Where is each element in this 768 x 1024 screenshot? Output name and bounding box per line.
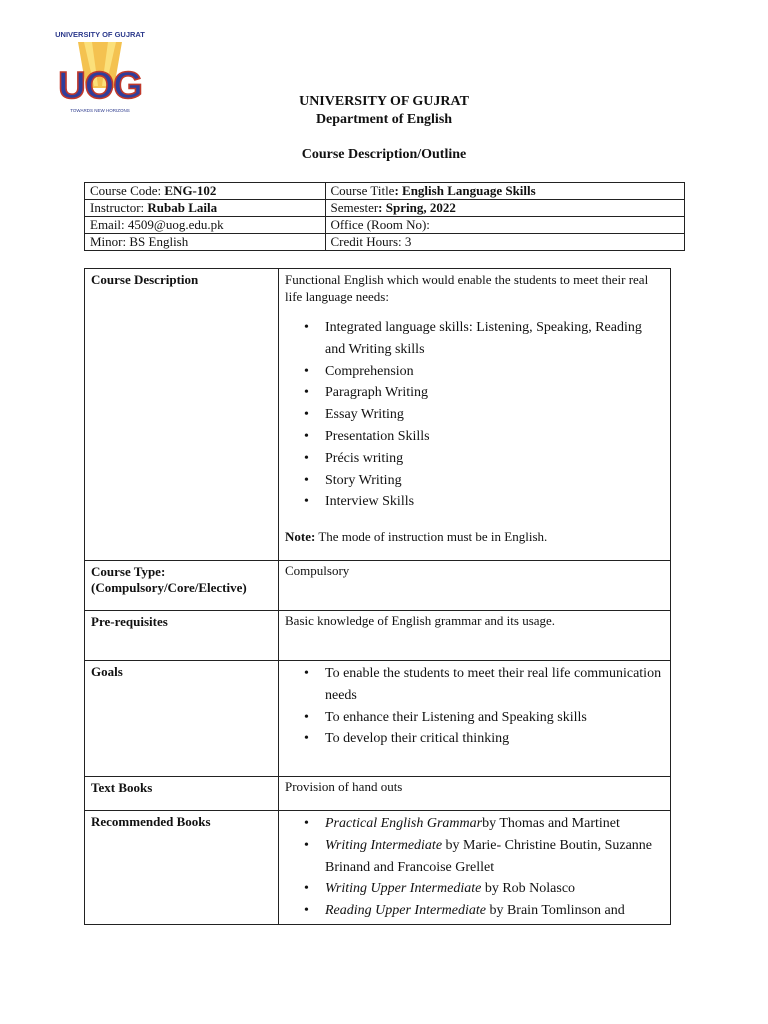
- recommended-books-row: [85, 811, 671, 925]
- list-item: • Integrated language skills: Listening, Speaking, Reading and Writing skills: [325, 317, 664, 361]
- course-title-cell: Course Title: English Language Skills: [325, 183, 684, 200]
- description-row: [85, 269, 671, 561]
- list-item: • Précis writing: [325, 448, 664, 470]
- goals-label: Goals: [85, 661, 279, 777]
- list-item: • To enable the students to meet their real life communication needs: [325, 663, 664, 707]
- goals-cell: [279, 661, 671, 777]
- goals-list: [285, 663, 664, 750]
- instruction-note: Note: The mode of instruction must be in English.: [285, 529, 548, 545]
- svg-text:UNIVERSITY OF GUJRAT: UNIVERSITY OF GUJRAT: [55, 30, 145, 39]
- list-item: • Interview Skills: [325, 491, 664, 513]
- description-intro: Functional English which would enable the students to meet their real life language needs:: [285, 272, 649, 304]
- text-books-label: Text Books: [85, 777, 279, 811]
- recommended-books-label: Recommended Books: [85, 811, 279, 925]
- credit-hours-cell: Credit Hours: 3: [325, 234, 684, 251]
- text-books-value: Provision of hand outs: [279, 777, 671, 811]
- course-type-label: Course Type: (Compulsory/Core/Elective): [85, 561, 279, 611]
- course-code-cell: Course Code: ENG-102: [85, 183, 326, 200]
- list-item: • To enhance their Listening and Speaking skills: [325, 707, 664, 729]
- svg-text:TOWARDS NEW HORIZONS: TOWARDS NEW HORIZONS: [70, 108, 130, 113]
- department-name: Department of English: [315, 112, 453, 127]
- goals-row: [85, 661, 671, 777]
- minor-cell: Minor: BS English: [85, 234, 326, 251]
- semester-cell: Semester: Spring, 2022: [325, 200, 684, 217]
- prerequisites-value: Basic knowledge of English grammar and its usage.: [279, 611, 671, 661]
- instructor-cell: Instructor: Rubab Laila: [85, 200, 326, 217]
- svg-text:UOG: UOG: [58, 65, 142, 107]
- course-outline-table: [84, 268, 671, 925]
- description-list: [285, 317, 664, 513]
- description-label: Course Description: [85, 269, 279, 561]
- text-books-row: [85, 777, 671, 811]
- email-cell: Email: 4509@uog.edu.pk: [85, 217, 326, 234]
- prerequisites-label: Pre-requisites: [85, 611, 279, 661]
- list-item: • Comprehension: [325, 361, 664, 383]
- recommended-books-cell: [279, 811, 671, 925]
- prerequisites-row: [85, 611, 671, 661]
- office-cell: Office (Room No):: [325, 217, 684, 234]
- list-item: • Writing Upper Intermediate by Rob Nolasco: [325, 878, 664, 900]
- description-cell: [279, 269, 671, 561]
- list-item: • Essay Writing: [325, 404, 664, 426]
- course-type-row: [85, 561, 671, 611]
- list-item: • Paragraph Writing: [325, 382, 664, 404]
- course-code-value: ENG-102: [164, 183, 217, 198]
- list-item: • Reading Upper Intermediate by Brain Tomlinson and: [325, 900, 664, 922]
- document-title: Course Description/Outline: [301, 147, 467, 162]
- recommended-books-list: [285, 813, 664, 922]
- semester-value: : Spring, 2022: [378, 200, 456, 215]
- list-item: • Practical English Grammarby Thomas and Martinet: [325, 813, 664, 835]
- course-title-value: : English Language Skills: [394, 183, 536, 198]
- list-item: • Story Writing: [325, 470, 664, 492]
- list-item: • Presentation Skills: [325, 426, 664, 448]
- list-item: • Writing Intermediate by Marie- Christine Boutin, Suzanne Brinand and Francoise Grellet: [325, 835, 664, 879]
- course-info-table: [84, 182, 685, 251]
- list-item: • To develop their critical thinking: [325, 728, 664, 750]
- university-name: UNIVERSITY OF GUJRAT: [299, 94, 469, 109]
- course-type-value: Compulsory: [279, 561, 671, 611]
- instructor-value: Rubab Laila: [147, 200, 218, 215]
